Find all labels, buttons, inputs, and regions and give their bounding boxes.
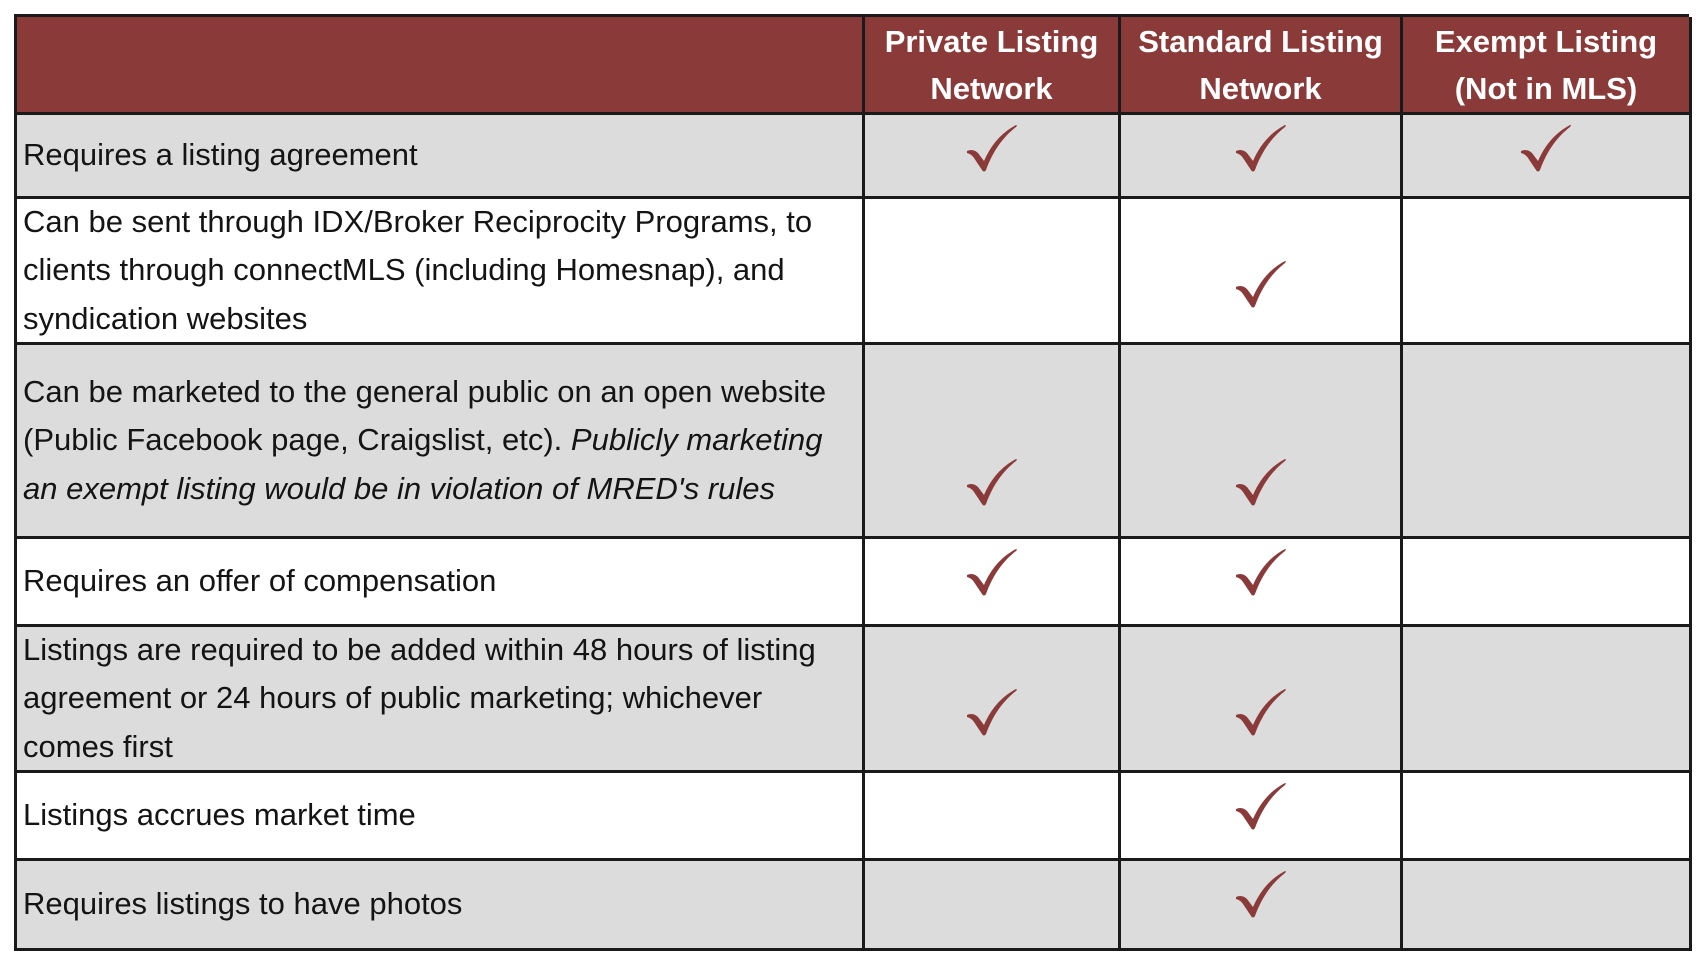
header-exempt-listing <box>1403 17 1692 115</box>
feature-label <box>23 880 462 929</box>
checkmark-icon <box>1234 259 1288 309</box>
feature-cell <box>17 345 865 539</box>
feature-text: Requires a listing agreement <box>23 137 418 173</box>
check-cell-exempt <box>1403 627 1692 773</box>
feature-label <box>23 791 416 840</box>
check-cell-standard <box>1121 539 1403 627</box>
header-private-line1: Private Listing <box>884 23 1099 59</box>
check-cell-private <box>865 773 1121 861</box>
feature-label <box>23 131 418 180</box>
feature-text: Can be marketed to the general public on an open website (Public Facebook page, Craigslist, etc). <box>23 373 827 458</box>
check-cell-exempt <box>1403 115 1692 199</box>
check-cell-private <box>865 861 1121 951</box>
feature-text: Requires listings to have photos <box>23 886 463 922</box>
check-cell-standard <box>1121 345 1403 539</box>
header-exempt-line1: Exempt Listing <box>1434 23 1658 59</box>
header-corner-cell <box>17 17 865 115</box>
check-cell-private <box>865 199 1121 345</box>
check-cell-private <box>865 345 1121 539</box>
feature-italic-note: Publicly marketing an exempt listing would be in violation of MRED's rules <box>23 422 823 506</box>
feature-text: Can be sent through IDX/Broker Reciprocity Programs, to clients through connectMLS (including Homesnap), and syndication websites <box>23 203 813 336</box>
check-cell-exempt <box>1403 539 1692 627</box>
checkmark-icon <box>1234 781 1288 831</box>
checkmark-icon <box>1234 123 1288 173</box>
feature-label <box>23 368 858 514</box>
checkmark-icon <box>1234 457 1288 507</box>
feature-text: Requires an offer of compensation <box>23 563 497 599</box>
check-cell-exempt <box>1403 199 1692 345</box>
check-cell-exempt <box>1403 345 1692 539</box>
header-exempt-line2: (Not in MLS) <box>1454 70 1638 106</box>
header-private-line2: Network <box>930 70 1053 106</box>
checkmark-icon <box>1234 547 1288 597</box>
checkmark-icon <box>965 457 1019 507</box>
feature-cell <box>17 115 865 199</box>
feature-cell <box>17 861 865 951</box>
checkmark-icon <box>1519 123 1573 173</box>
check-cell-standard <box>1121 773 1403 861</box>
check-cell-standard <box>1121 861 1403 951</box>
header-standard-line2: Network <box>1199 70 1322 106</box>
check-cell-private <box>865 115 1121 199</box>
header-standard-line1: Standard Listing <box>1138 23 1383 59</box>
check-cell-exempt <box>1403 773 1692 861</box>
feature-label <box>23 627 858 771</box>
check-cell-standard <box>1121 627 1403 773</box>
checkmark-icon <box>965 123 1019 173</box>
feature-cell <box>17 627 865 773</box>
checkmark-icon <box>965 687 1019 737</box>
feature-text: Listings are required to be added within 48 hours of listing agreement or 24 hours of public marketing; whichever comes first <box>23 631 816 764</box>
checkmark-icon <box>1234 869 1288 919</box>
feature-label <box>23 557 496 606</box>
checkmark-icon <box>965 547 1019 597</box>
checkmark-icon <box>1234 687 1288 737</box>
header-standard-listing-network <box>1121 17 1403 115</box>
feature-cell <box>17 539 865 627</box>
feature-cell <box>17 199 865 345</box>
header-private-listing-network <box>865 17 1121 115</box>
feature-label <box>23 199 858 343</box>
check-cell-exempt <box>1403 861 1692 951</box>
check-cell-standard <box>1121 199 1403 345</box>
check-cell-private <box>865 627 1121 773</box>
check-cell-private <box>865 539 1121 627</box>
feature-text: Listings accrues market time <box>23 797 416 833</box>
feature-cell <box>17 773 865 861</box>
check-cell-standard <box>1121 115 1403 199</box>
listing-comparison-table <box>14 14 1689 951</box>
